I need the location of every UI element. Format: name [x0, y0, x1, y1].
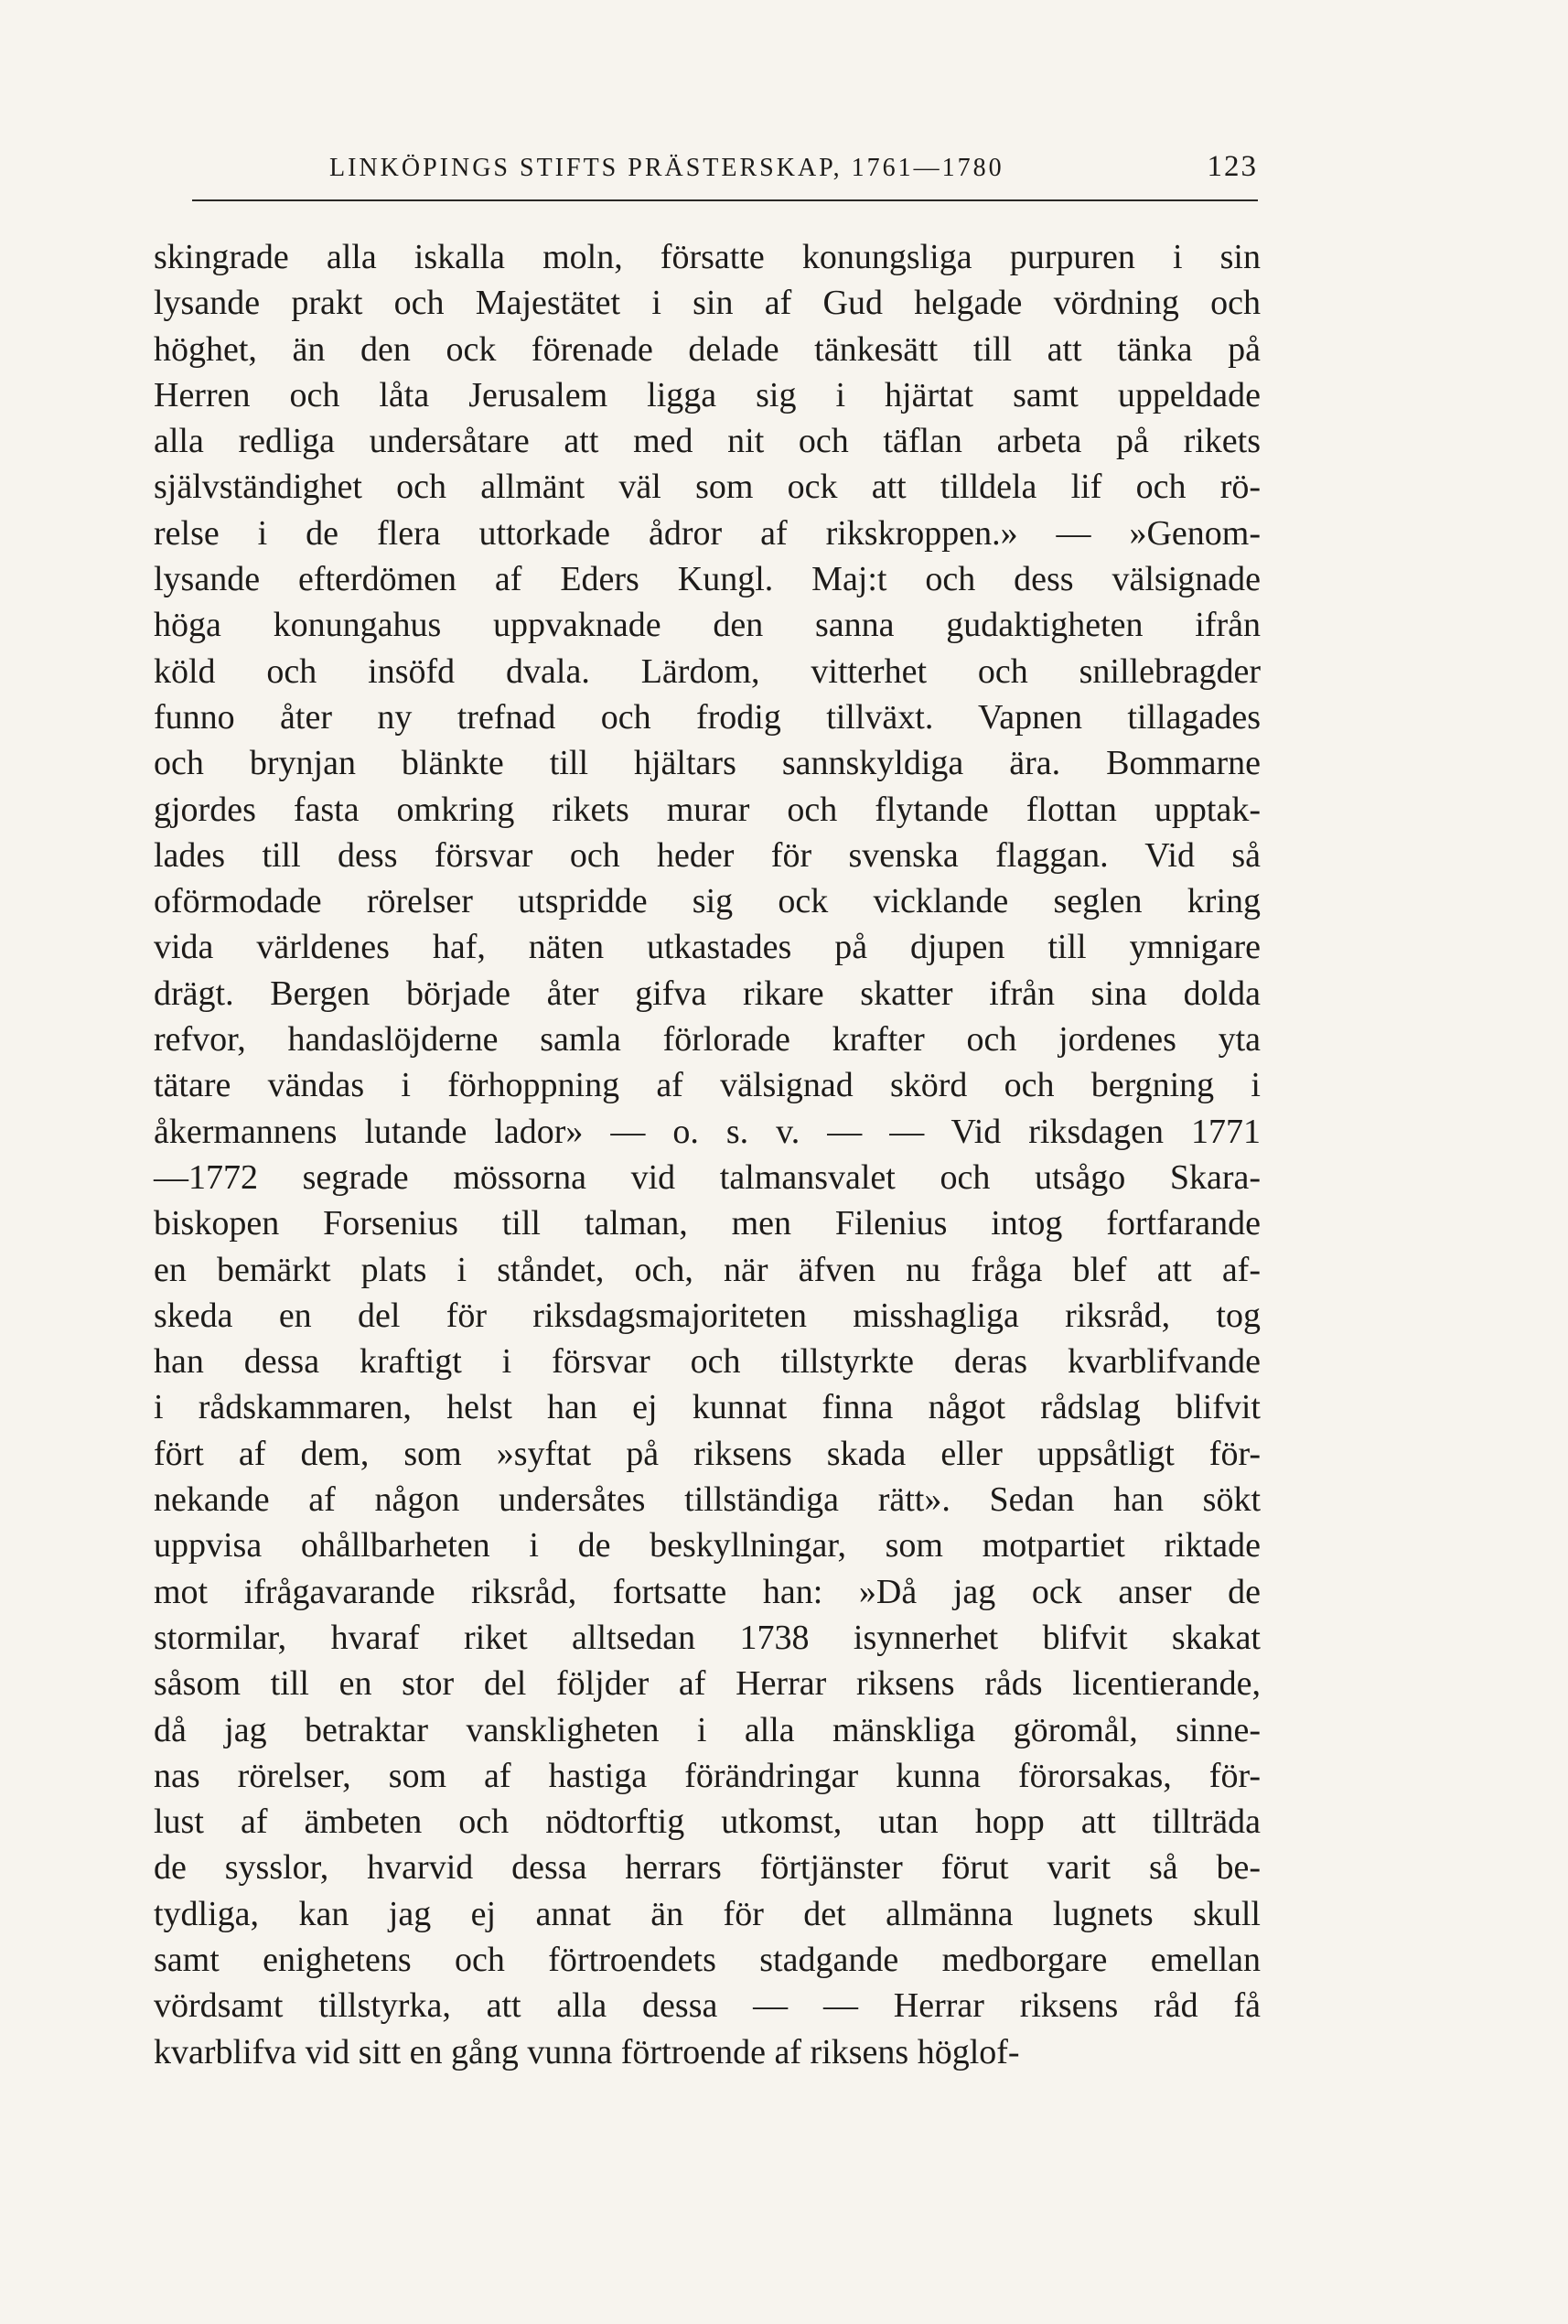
text-line: refvor, handaslöjderne samla förlorade krafter och jordenes yta — [154, 1020, 1261, 1060]
text-line: lysande prakt och Majestätet i sin af Gud helgade vördning och — [154, 284, 1261, 323]
text-line: gjordes fasta omkring rikets murar och flytande flottan upptak- — [154, 790, 1261, 829]
text-line: drägt. Bergen började åter gifva rikare skatter ifrån sina dolda — [154, 974, 1261, 1013]
text-line: tydliga, kan jag ej annat än för det allmänna lugnets skull — [154, 1894, 1261, 1933]
text-line: nas rörelser, som af hastiga förändringar kunna förorsakas, för- — [154, 1756, 1261, 1795]
text-line: köld och insöfd dvala. Lärdom, vitterhet och snillebragder — [154, 651, 1261, 691]
text-line: en bemärkt plats i ståndet, och, när äfven nu fråga blef att af- — [154, 1250, 1261, 1289]
text-line: stormilar, hvaraf riket alltsedan 1738 isynnerhet blifvit skakat — [154, 1618, 1261, 1657]
text-line: mot ifrågavarande riksråd, fortsatte han: »Då jag ock anser de — [154, 1572, 1261, 1611]
page-number: 123 — [1207, 150, 1258, 183]
body-text — [154, 234, 1261, 2075]
text-line: då jag betraktar vanskligheten i alla mänskliga göromål, sinne- — [154, 1710, 1261, 1749]
text-line: alla redliga undersåtare att med nit och täflan arbeta på rikets — [154, 422, 1261, 461]
text-line: i rådskammaren, helst han ej kunnat finna något rådslag blifvit — [154, 1388, 1261, 1427]
text-line: han dessa kraftigt i försvar och tillstyrkte deras kvarblifvande — [154, 1342, 1261, 1382]
text-line: skingrade alla iskalla moln, försatte konungsliga purpuren i sin — [154, 238, 1261, 276]
text-line: fört af dem, som »syftat på riksens skada eller uppsåtligt för- — [154, 1434, 1261, 1473]
text-line: oförmodade rörelser utspridde sig ock vicklande seglen kring — [154, 882, 1261, 921]
text-line: de sysslor, hvarvid dessa herrars förtjänster förut varit så be- — [154, 1848, 1261, 1888]
text-line: nekande af någon undersåtes tillständiga rätt». Sedan han sökt — [154, 1480, 1261, 1520]
text-line: relse i de flera uttorkade ådror af rikskroppen.» — »Genom- — [154, 513, 1261, 553]
text-line: åkermannens lutande lador» — o. s. v. — — Vid riksdagen 1771 — [154, 1112, 1261, 1151]
text-line: kvarblifva vid sitt en gång vunna förtroende af riksens höglof- — [154, 2032, 1020, 2071]
text-line: höga konungahus uppvaknade den sanna gudaktigheten ifrån — [154, 606, 1261, 645]
text-line: Herren och låta Jerusalem ligga sig i hjärtat samt uppeldade — [154, 375, 1261, 414]
text-line: och brynjan blänkte till hjältars sannskyldiga ära. Bommarne — [154, 744, 1261, 783]
text-line: lades till dess försvar och heder för svenska flaggan. Vid så — [154, 835, 1261, 875]
text-line: uppvisa ohållbarheten i de beskyllningar, som motpartiet riktade — [154, 1526, 1261, 1565]
running-head-title: LINKÖPINGS STIFTS PRÄSTERSKAP, 1761—1780 — [329, 154, 1004, 182]
text-line: funno åter ny trefnad och frodig tillväxt. Vapnen tillagades — [154, 697, 1261, 737]
text-line: vördsamt tillstyrka, att alla dessa — — Herrar riksens råd få — [154, 1986, 1261, 2026]
text-line: såsom till en stor del följder af Herrar riksens råds licentierande, — [154, 1664, 1261, 1704]
text-line: samt enighetens och förtroendets stadgande medborgare emellan — [154, 1940, 1261, 1979]
text-line: lysande efterdömen af Eders Kungl. Maj:t och dess välsignade — [154, 560, 1261, 599]
running-head — [192, 148, 1258, 201]
text-line: biskopen Forsenius till talman, men Filenius intog fortfarande — [154, 1204, 1261, 1243]
text-line: självständighet och allmänt väl som ock att tilldela lif och rö- — [154, 468, 1261, 507]
text-line: —1772 segrade mössorna vid talmansvalet och utsågo Skara- — [154, 1157, 1261, 1197]
text-line: lust af ämbeten och nödtorftig utkomst, utan hopp att tillträda — [154, 1802, 1261, 1842]
text-line: skeda en del för riksdagsmajoriteten misshagliga riksråd, tog — [154, 1296, 1261, 1335]
text-line: tätare vändas i förhoppning af välsignad skörd och bergning i — [154, 1066, 1261, 1105]
text-line: höghet, än den ock förenade delade tänkesätt till att tänka på — [154, 329, 1261, 369]
text-line: vida världenes haf, näten utkastades på djupen till ymnigare — [154, 928, 1261, 967]
